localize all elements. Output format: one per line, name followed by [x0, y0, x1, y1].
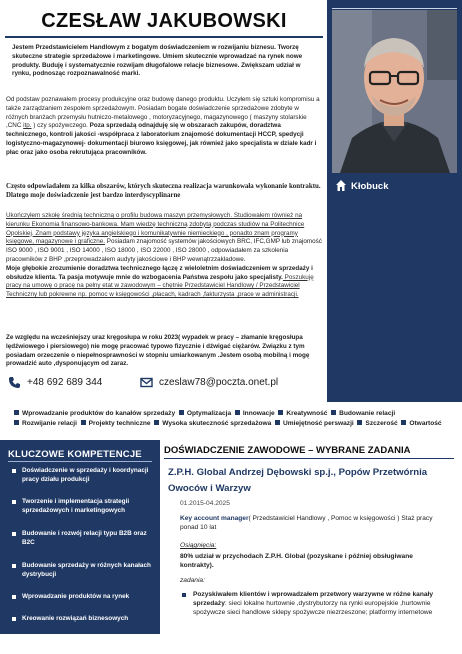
profile-paragraph-4: Ze względu na wcześniejszy uraz kręgosłupa w roku 2023( wypadek w pracy – złamanie kręgosłupa lędźwiowego i piersiowego) nie mogę pracować typowo fizycznie i dźwigać ciężarów. Związku z tym posiadam orzeczenie o niepełnosprawności w stopniu umiarkowanym .Jestem osobą mobilną i mogę prowadzić auto ,dysponującym od zaraz.	[6, 334, 310, 368]
job-role	[180, 514, 452, 532]
square-bullet-icon	[401, 420, 406, 425]
square-bullet-icon	[12, 500, 16, 504]
home-icon	[336, 180, 346, 192]
tasks-label: zadania:	[180, 577, 205, 584]
intro-paragraph: Jestem Przedstawicielem Handlowym z bogatym doświadczeniem w rozwijaniu biznesu. Tworzę skuteczne strategie sprzedażowe i marketingowe. Umiem skutecznie wprowadzać na rynek nowe produkty. Buduję i systematycznie rozwijam długofalowe relacje biznesowe. Zwiększam udział w rynku, podnosząc rozpoznawalność marki.	[12, 44, 303, 78]
skill-tag	[331, 410, 395, 417]
skill-tag-label: Innowacje	[242, 410, 275, 417]
portrait-illustration	[332, 10, 457, 173]
profile-text: ) czy spożywczego.	[31, 122, 90, 130]
skill-tag-label: Otwartość	[409, 420, 442, 427]
square-bullet-icon	[14, 410, 19, 415]
skill-tag-label: Kreatywność	[286, 410, 328, 417]
skill-tag-label: Optymalizacja	[186, 410, 232, 417]
square-bullet-icon	[331, 410, 336, 415]
square-bullet-icon	[14, 420, 19, 425]
profile-text: Od podstaw poznawałem procesy produkcyjne oraz budowę danego produktu. Uczyłem się sztuki kompromisu a także zarządzaniem zespołem sprzedażowym. Posiadam bogate doświadczenie sprzedażowe zdobyte w różnych branżach przemysłu hutniczo-metalowego , motoryzacyjnego, magazynowego ( maszyny stolarskie ,CNC	[6, 96, 320, 130]
skill-tag	[278, 410, 327, 417]
task-text-rest: : sieci lokalne hurtownie ,dystrybutorzy na rynki europejskie ,hurtownie spożywcze sieci handlowe sklepy spożywcze niezrzeszone; platformy internetowe	[193, 600, 433, 616]
square-bullet-icon	[278, 410, 283, 415]
email-icon	[140, 376, 153, 389]
experience-divider	[164, 458, 454, 459]
phone-contact[interactable]	[8, 376, 102, 389]
square-bullet-icon	[12, 617, 16, 621]
square-bullet-icon	[12, 532, 16, 536]
task-text	[193, 590, 454, 617]
job-role-details: ( Przedstawiciel Handlowy , Pomoc w księgowości ) Staż pracy ponad 10 lat	[180, 515, 433, 531]
skill-tag-label: Projekty techniczne	[88, 420, 151, 427]
phone-number[interactable]: +48 692 689 344	[27, 377, 103, 388]
square-bullet-icon	[12, 564, 16, 568]
square-bullet-icon	[275, 420, 280, 425]
skill-tag	[357, 420, 397, 427]
experience-title: DOŚWIADCZENIE ZAWODOWE – WYBRANE ZADANIA	[164, 445, 411, 456]
job-search-text: Poszukuję pracy na umowę o pracę na pełny etat w zawodowym – chętnie Przedstawiciel Handlowy / Przedstawiciel Techniczny lub pokrewne np. pomoc w księgowości ,płacach, kadrach ,fakturzysta ,prace w administracji.	[6, 273, 314, 299]
email-address[interactable]: czeslaw78@poczta.onet.pl	[159, 377, 279, 388]
competences-divider	[8, 461, 152, 462]
square-bullet-icon	[154, 420, 159, 425]
competence-label: Budowanie i rozwój relacji typu B2B oraz B2C	[22, 530, 147, 546]
skill-tag	[401, 420, 441, 427]
square-bullet-icon	[81, 420, 86, 425]
skill-tag	[154, 420, 271, 427]
profile-photo	[332, 10, 457, 173]
competence-item	[12, 529, 152, 547]
competence-item	[12, 466, 152, 484]
skill-tag-label: Umiejętność perswazji	[283, 420, 354, 427]
achievement-text: 80% udział w przychodach Z.P.H. Global (pozyskane i później obsługiwane kontrakty).	[180, 553, 413, 569]
profile-text-bold: Poza sprzedażą odnajduję się w obszarach zakupów, doradztwa technicznego, kontroli jakości -współpraca z laboratorium znajomość dokumentacji HCCP, spedycji logistyczno-magazynowej- dokumentacji biurowo księgowej, jak również jako specjalista w dziale kadr i płac oraz jako osoba rekrutująca pracowników.	[6, 122, 317, 156]
location-text: Kłobuck	[351, 180, 389, 192]
job-title: Key account manager	[180, 515, 249, 522]
skill-tag	[14, 410, 175, 417]
task-item	[182, 590, 454, 617]
skill-tag-label: Szczerość	[365, 420, 398, 427]
competence-label: Tworzenie i implementacja strategii sprzedażowych i marketingowych	[22, 498, 130, 514]
square-bullet-icon	[182, 593, 186, 597]
skill-tag	[14, 420, 77, 427]
profile-paragraph-2: Często odpowiadałem za kilka obszarów, których skuteczna realizacja warunkowała wykonanie kontraktu. Dlatego moje doświadczenie jest bardzo interdyscyplinarne	[6, 183, 321, 199]
candidate-name: CZESŁAW JAKUBOWSKI	[41, 10, 287, 32]
competences-title: KLUCZOWE KOMPETENCJE	[8, 449, 142, 460]
skill-tag-label: Wprowadzanie produktów do kanałów sprzedaży	[22, 410, 176, 417]
competence-item	[12, 497, 152, 515]
qualifications-text: Posiadam znajomość systemów jakościowych BRC, IFC,GMP lub znajomość ISO 9000 , ISO 9001 , ISO 14000 , ISO 18000 , ISO 22000 , ISO 28000 , odpowiadałem za szkolenia pracowników z BHP ,przeprowadzałem audyty jakościowe i BHP wewnątrzzakładowe.	[6, 238, 322, 263]
square-bullet-icon	[12, 469, 16, 473]
skill-tag-label: Budowanie relacji	[339, 410, 396, 417]
skill-tag-label: Wysoka skuteczność sprzedażowa	[162, 420, 272, 427]
company-name: Z.P.H. Global Andrzej Dębowski sp.j., Popów Przetwórnia Owoców i Warzyw	[168, 467, 428, 494]
skill-tag	[81, 420, 151, 427]
competence-item	[12, 592, 152, 601]
competence-label: Budowanie sprzedaży w różnych kanałach dystrybucji	[22, 562, 151, 578]
competence-label: Wprowadzanie produktów na rynek	[22, 593, 130, 600]
achievements-label: Osiągnięcia:	[180, 542, 217, 549]
square-bullet-icon	[357, 420, 362, 425]
profile-text-underlined: itp.	[23, 122, 32, 130]
square-bullet-icon	[235, 410, 240, 415]
phone-icon	[8, 376, 21, 389]
skill-tag	[275, 420, 354, 427]
profile-paragraph-1	[6, 96, 322, 158]
employment-dates: 01.2015-04.2025	[180, 500, 230, 507]
competence-item	[12, 561, 152, 579]
location	[336, 180, 388, 192]
skills-tags	[14, 409, 454, 429]
education-text: Ukończyłem szkołę średnią techniczną o profilu budowa maszyn przemysłowych. Studiowałem również na kierunku Ekonomia finansowo-bankowa. Mam wiedzę techniczną zdobytą podczas studiów na Politechnice Opolskiej. Znam podstawy języka angielskiego i komunikatywnie niemieckiego , ponadto znam programy księgowe, magazynowe i graficzne.	[6, 212, 305, 246]
competence-label: Doświadczenie w sprzedaży i koordynacji pracy działu produkcji	[22, 467, 149, 483]
motivation-text: Moje głębokie zrozumienie doradztwa technicznego łączę z wieloletnim doświadczeniem w sprzedaży i obsłudze klienta. Ta pasja motywuje mnie do wzbogacenia Państwa zespołu jako specjalisty.	[6, 264, 313, 281]
name-divider	[5, 36, 323, 38]
profile-paragraph-3	[6, 212, 322, 300]
skill-tag	[235, 410, 275, 417]
competence-item	[12, 614, 152, 623]
photo-divider	[332, 8, 457, 9]
skill-tag-label: Rozwijanie relacji	[22, 420, 77, 427]
competence-label: Kreowanie rozwiązań biznesowych	[22, 615, 129, 622]
task-text-bold: Pozyskiwałem klientów i wprowadzałem przetwory warzywne w różne kanały sprzedaży	[193, 591, 434, 607]
skill-tag	[179, 410, 231, 417]
square-bullet-icon	[12, 595, 16, 599]
square-bullet-icon	[179, 410, 184, 415]
email-contact[interactable]	[140, 376, 278, 389]
